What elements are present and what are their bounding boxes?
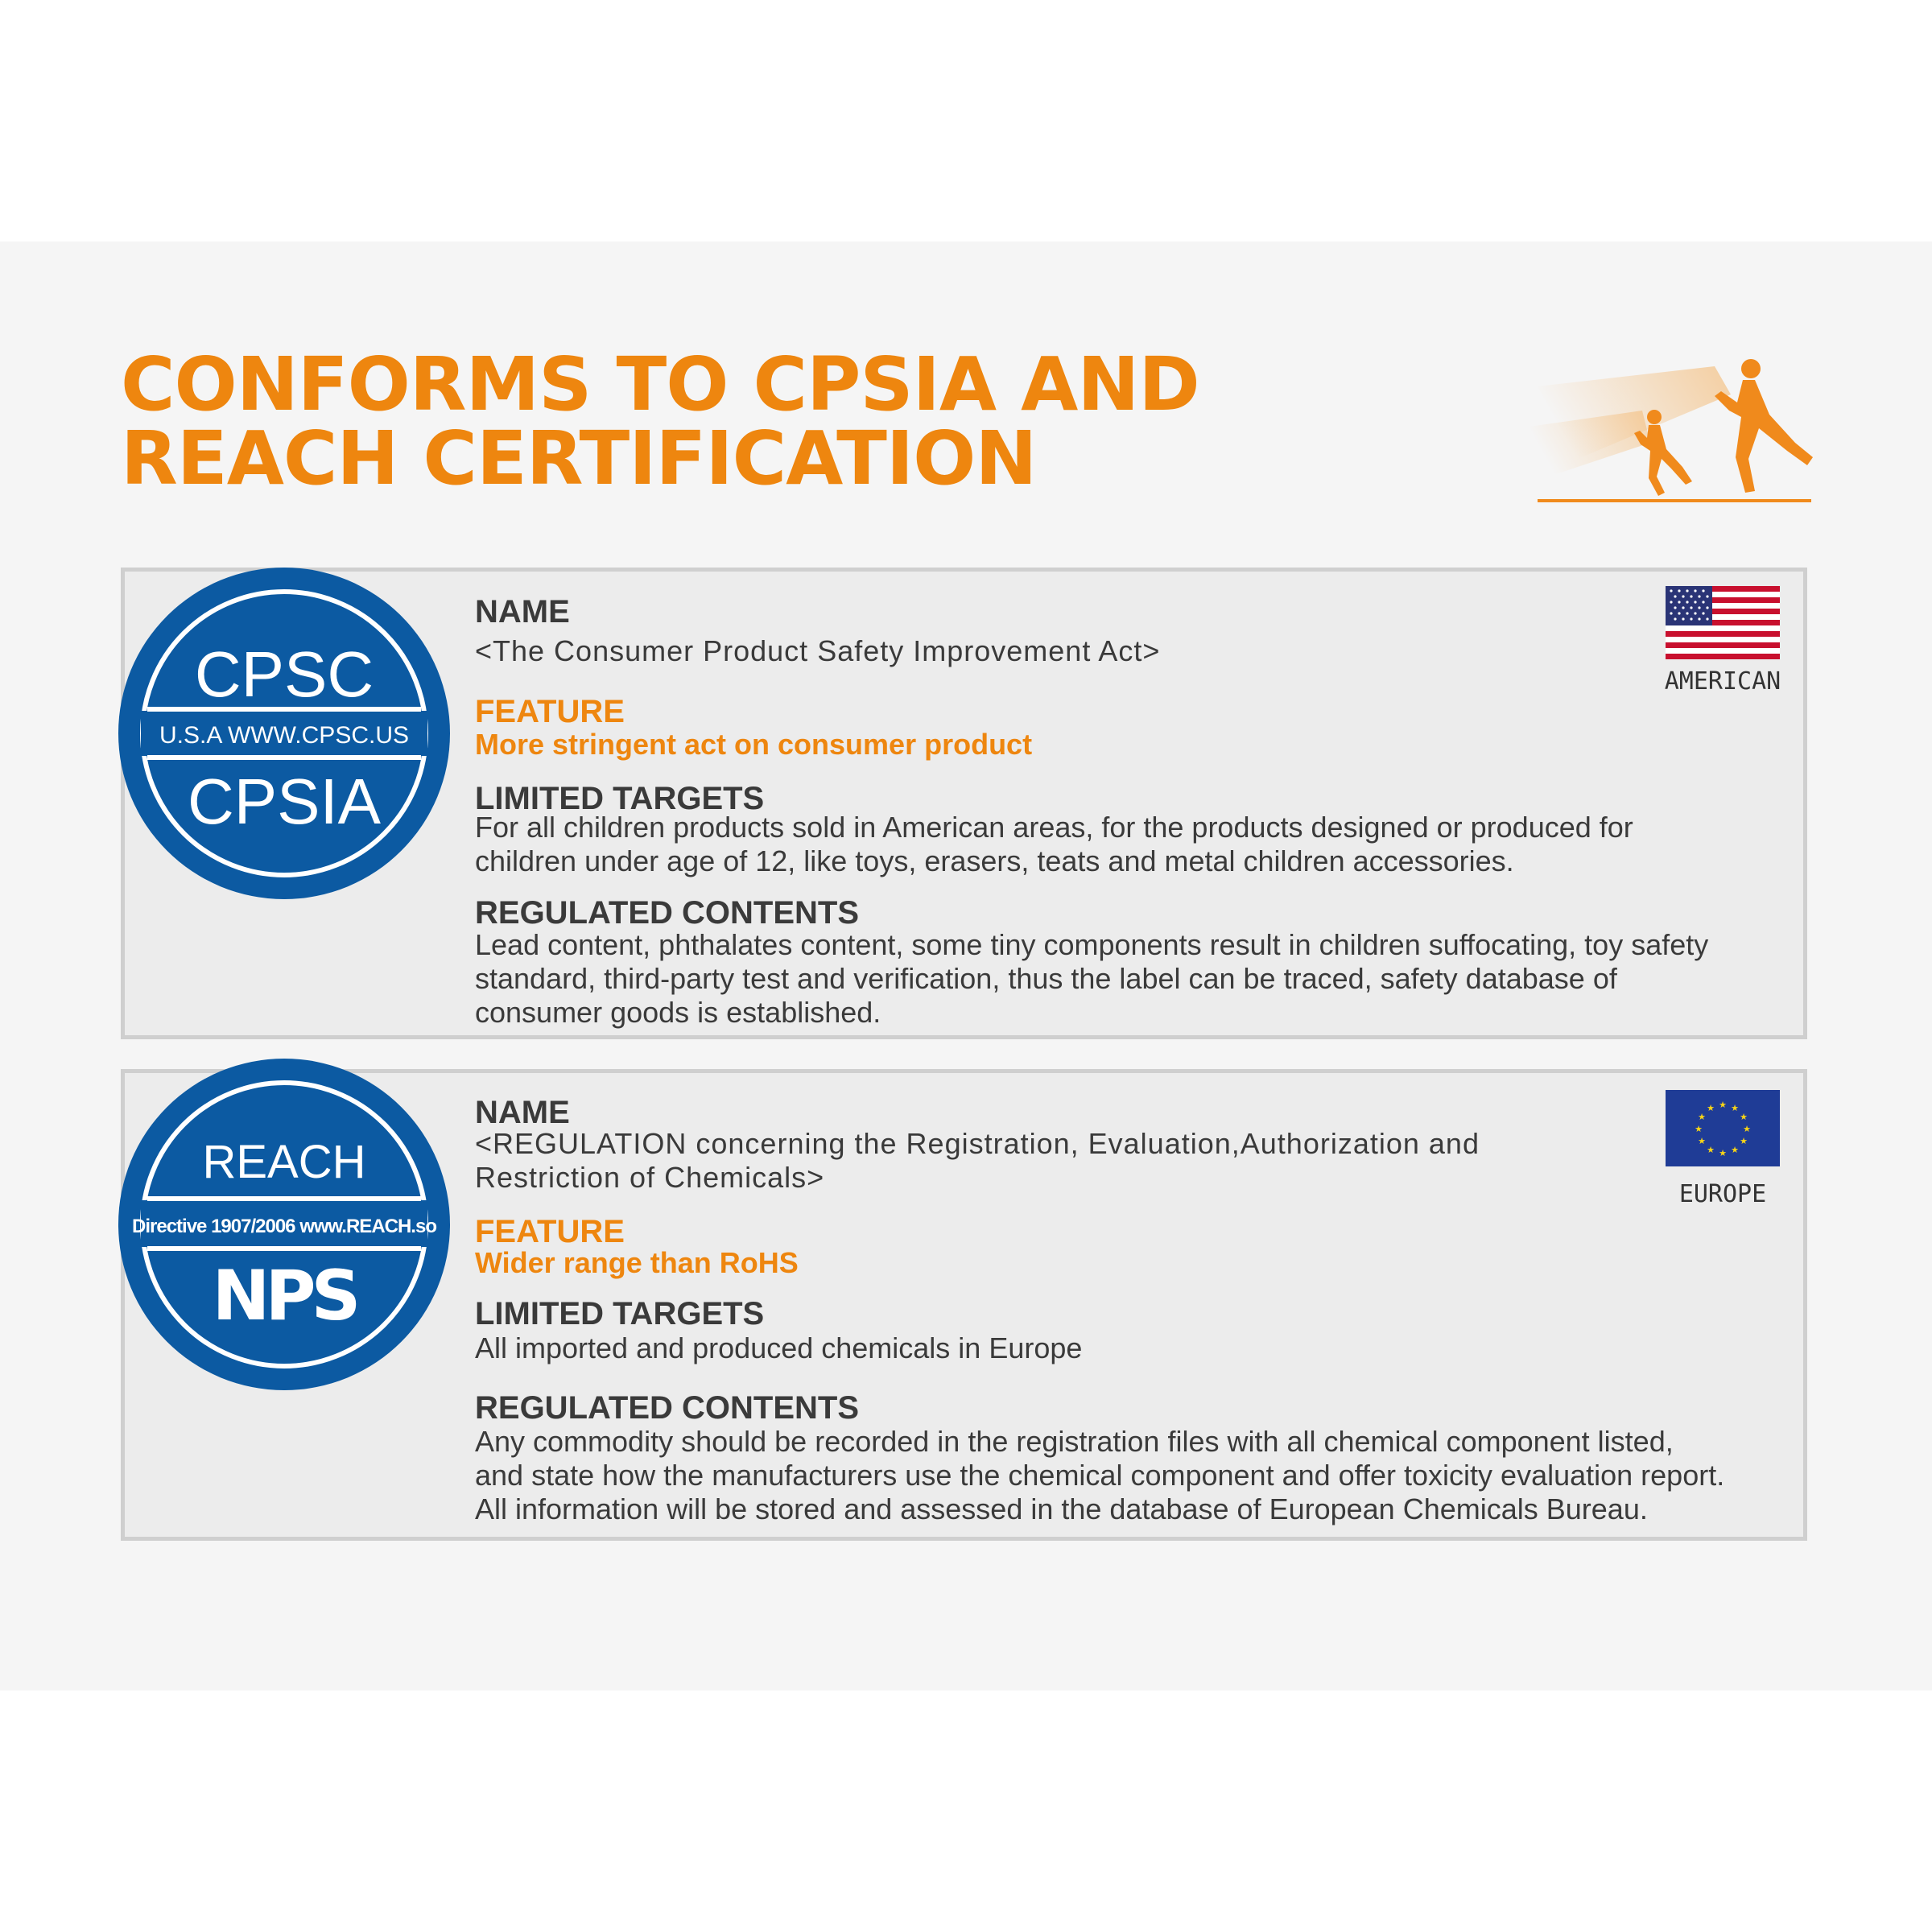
running-family-icon bbox=[1513, 354, 1835, 507]
page-title-line-1: CONFORMS TO CPSIA AND bbox=[121, 341, 1199, 427]
cpsc-cpsia-seal bbox=[118, 568, 450, 899]
seal-bottom-text: NPS bbox=[212, 1256, 357, 1336]
feature-title: FEATURE bbox=[475, 694, 625, 729]
regulated-contents-title: REGULATED CONTENTS bbox=[475, 895, 860, 931]
name-title: NAME bbox=[475, 1095, 570, 1130]
limited-targets-text: All imported and produced chemicals in Europe bbox=[475, 1331, 1083, 1364]
name-text: <REGULATION concerning the Registration, Evaluation,Authorization and Restriction of Chemicals> bbox=[475, 1127, 1480, 1194]
name-text: <The Consumer Product Safety Improvement Act> bbox=[475, 634, 1161, 667]
feature-text: More stringent act on consumer product bbox=[475, 728, 1033, 761]
regulated-contents-text: Lead content, phthalates content, some tiny components result in children suffocating, toy safety standard, third-party test and verification, thus the label can be traced, safety database of consumer goods is established. bbox=[475, 928, 1709, 1029]
svg-text:★: ★ bbox=[1695, 1124, 1703, 1134]
svg-text:★: ★ bbox=[1719, 1100, 1727, 1110]
seal-top-text: REACH bbox=[202, 1136, 366, 1188]
page-title-line-2: REACH CERTIFICATION bbox=[121, 415, 1037, 502]
svg-text:★: ★ bbox=[1698, 1136, 1706, 1146]
svg-text:★: ★ bbox=[1743, 1124, 1751, 1134]
regulated-contents-text: Any commodity should be recorded in the registration files with all chemical component listed, and state how the manufacturers use the chemical component and offer toxicity evaluation report. All information will be stored and assessed in the database of European Chemicals Bureau. bbox=[475, 1425, 1725, 1525]
name-title: NAME bbox=[475, 594, 570, 630]
reach-nps-seal bbox=[118, 1059, 450, 1390]
page-title bbox=[121, 341, 1248, 502]
seal-band-text: U.S.A WWW.CPSC.US bbox=[159, 722, 410, 749]
limited-targets-text: For all children products sold in American areas, for the products designed or produced for children under age of 12, like toys, erasers, teats and metal children accessories. bbox=[475, 811, 1633, 877]
seal-top-text: CPSC bbox=[194, 638, 374, 710]
region-label: AMERICAN bbox=[1664, 667, 1781, 696]
svg-text:★: ★ bbox=[1731, 1103, 1739, 1113]
eu-flag-icon bbox=[1666, 1090, 1780, 1166]
region-label: EUROPE bbox=[1678, 1180, 1767, 1208]
limited-targets-title: LIMITED TARGETS bbox=[475, 781, 765, 816]
us-flag-icon bbox=[1666, 586, 1780, 659]
svg-text:★: ★ bbox=[1740, 1112, 1748, 1122]
regulated-contents-title: REGULATED CONTENTS bbox=[475, 1390, 860, 1426]
svg-text:★: ★ bbox=[1740, 1136, 1748, 1146]
limited-targets-title: LIMITED TARGETS bbox=[475, 1296, 765, 1331]
svg-text:★: ★ bbox=[1698, 1112, 1706, 1122]
svg-text:★: ★ bbox=[1731, 1145, 1739, 1155]
seal-bottom-text: CPSIA bbox=[187, 766, 382, 837]
svg-text:★: ★ bbox=[1707, 1103, 1715, 1113]
svg-text:★: ★ bbox=[1719, 1148, 1727, 1158]
feature-text: Wider range than RoHS bbox=[475, 1246, 799, 1279]
seal-band-text: Directive 1907/2006 www.REACH.so bbox=[132, 1216, 436, 1237]
svg-text:★: ★ bbox=[1707, 1145, 1715, 1155]
feature-title: FEATURE bbox=[475, 1214, 625, 1249]
